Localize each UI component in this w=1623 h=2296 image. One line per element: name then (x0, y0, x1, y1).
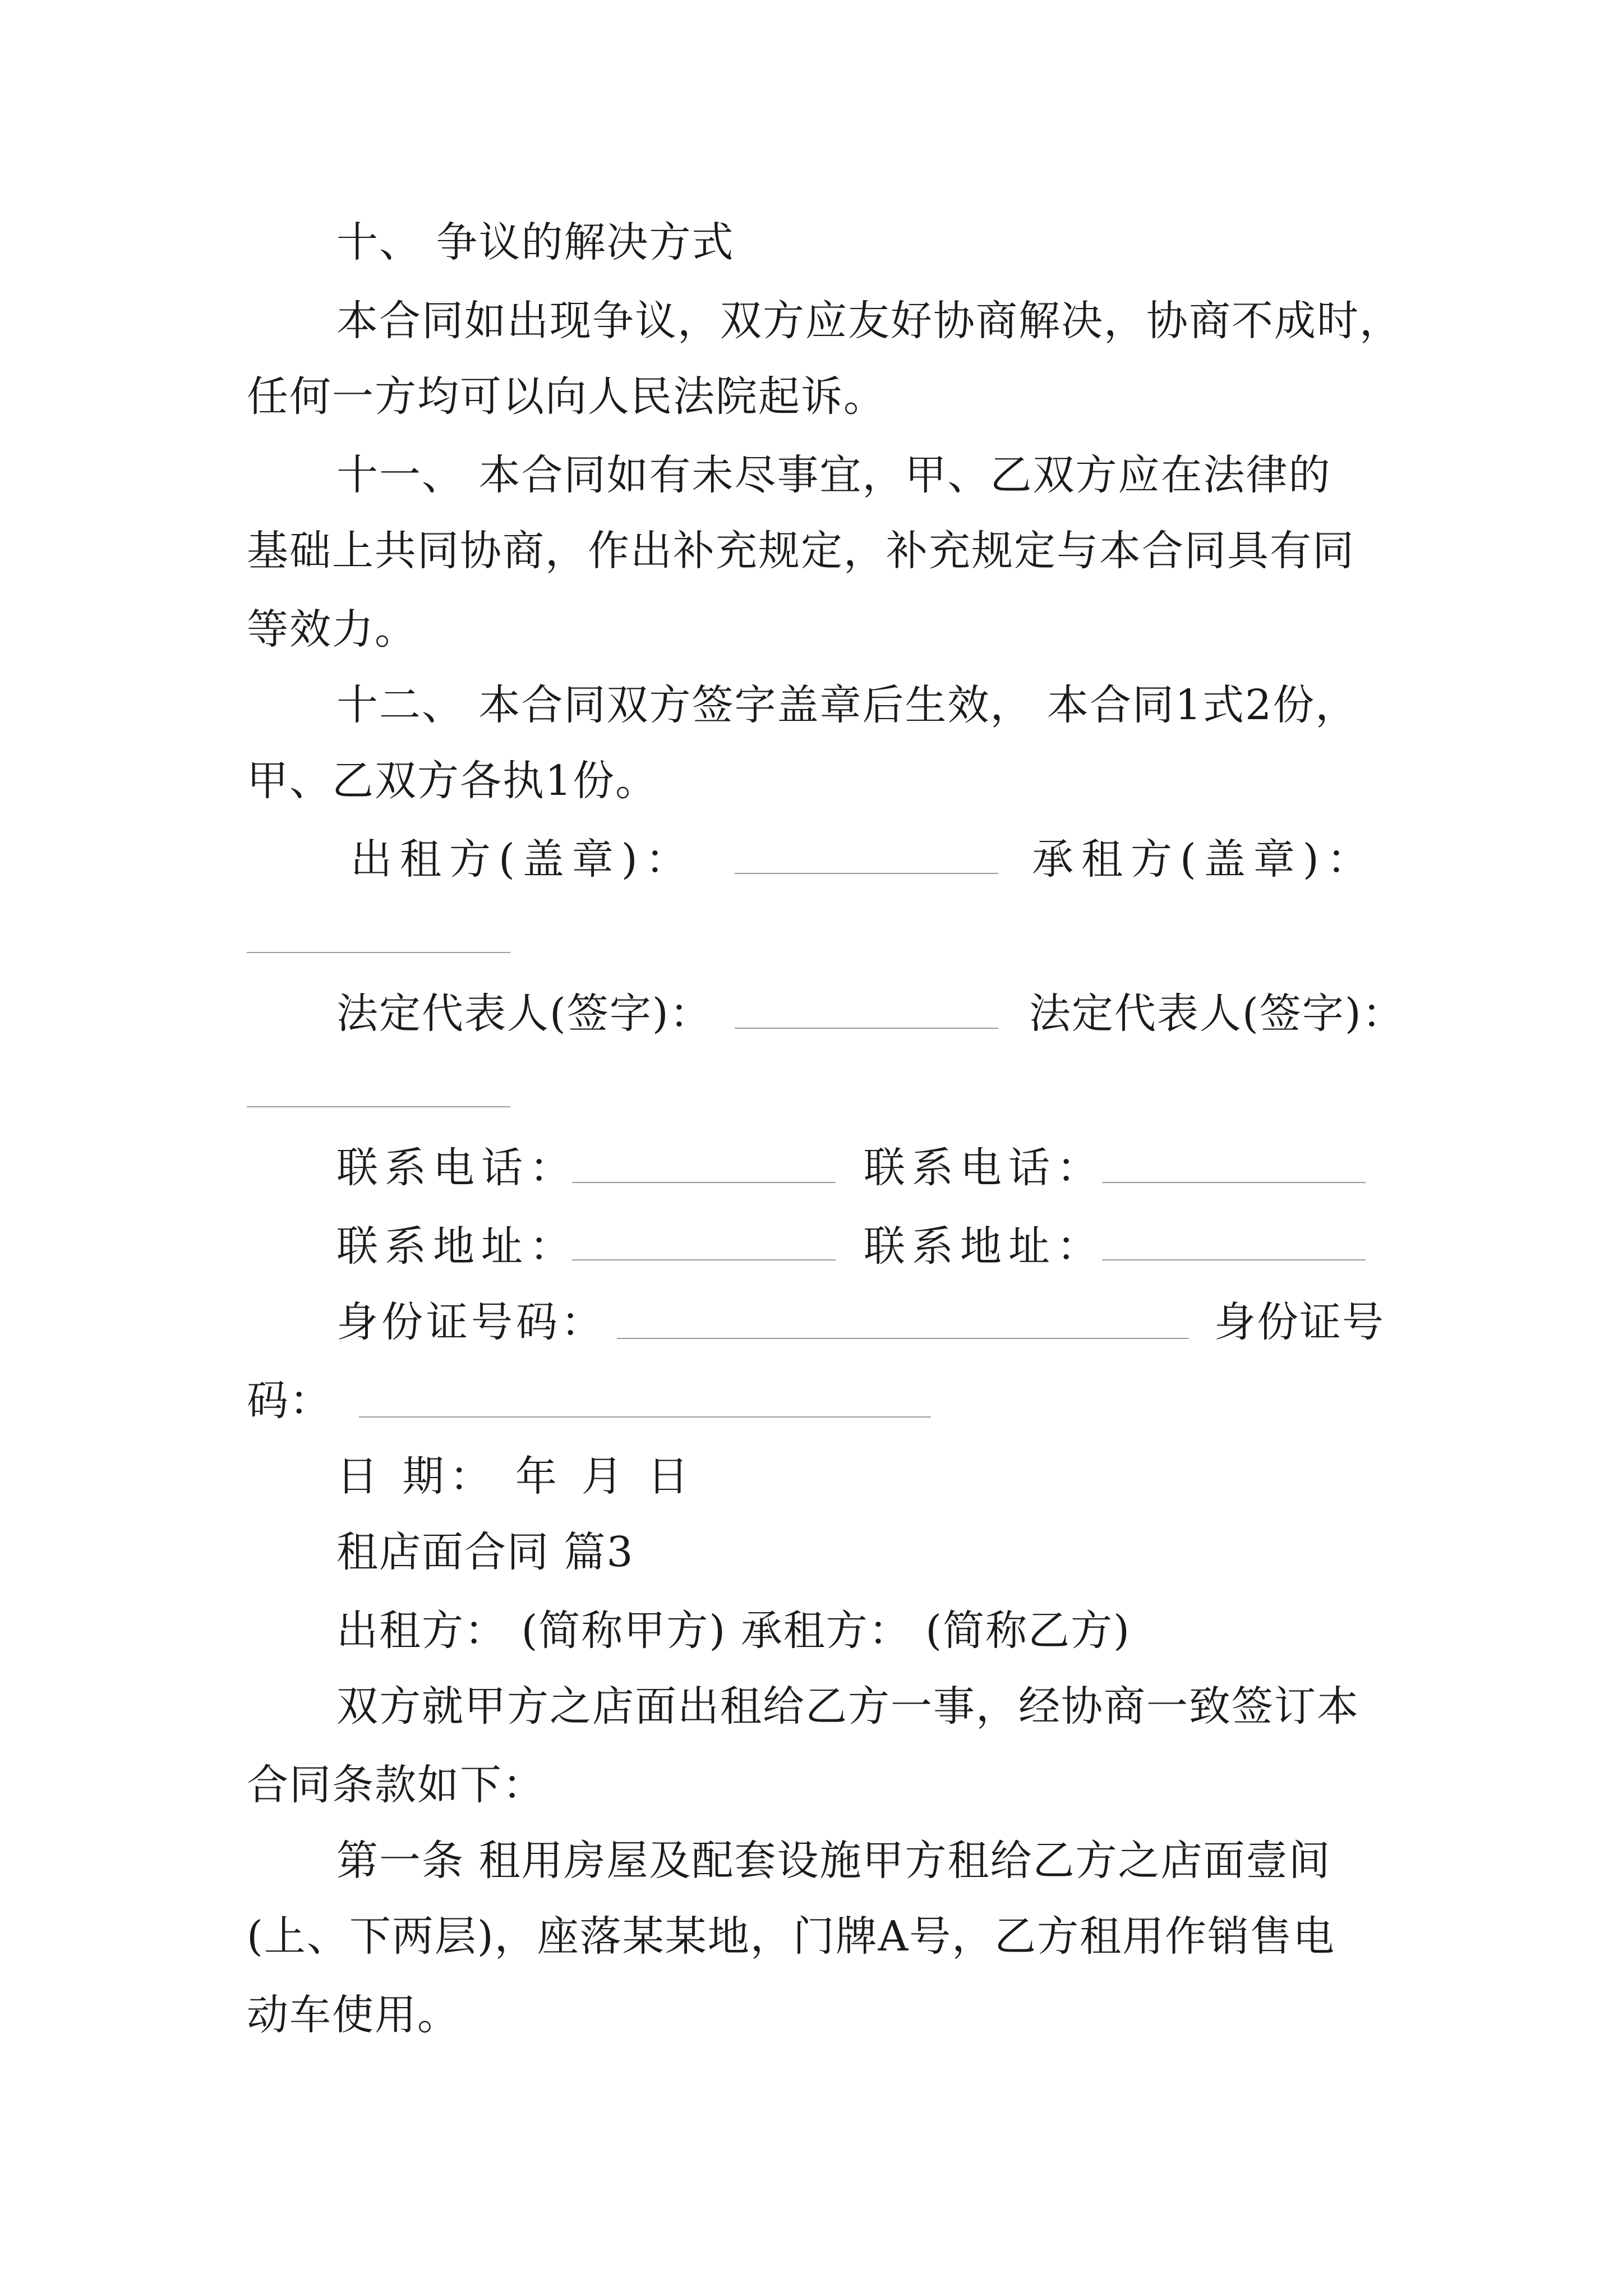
address-a-label: 联系地址： (336, 1222, 578, 1271)
lessor-seal-label: 出租方(盖章)： (351, 835, 695, 884)
section-title: 租店面合同 篇3 (336, 1528, 634, 1576)
id-number-a-label: 身份证号码： (336, 1298, 606, 1346)
section-12-line-1: 十二、 本合同双方签字盖章后生效， 本合同1式2份， (336, 681, 1358, 729)
section-10-title: 十、 争议的解决方式 (336, 218, 735, 266)
legal-rep-a-label: 法定代表人(签字)： (336, 990, 712, 1038)
phone-b-label: 联系电话： (864, 1144, 1105, 1192)
lessor-seal-blank (735, 873, 998, 874)
phone-a-label: 联系电话： (336, 1144, 578, 1192)
date-line: 日 期： 年 月 日 (336, 1452, 695, 1501)
article-1-line-3: 动车使用。 (247, 1991, 460, 2039)
id-number-a-blank (617, 1338, 1189, 1339)
section-11-line-3: 等效力。 (247, 605, 417, 654)
section-10-body-line-1: 本合同如出现争议，双方应友好协商解决，协商不成时， (336, 297, 1402, 345)
phone-a-blank (572, 1182, 836, 1183)
id-number-b-label-line-2: 码： (247, 1377, 332, 1425)
article-1-line-2: (上、下两层)，座落某某地，门牌A号，乙方租用作销售电 (247, 1912, 1336, 1961)
section-10-body-line-2: 任何一方均可以向人民法院起诉。 (247, 372, 886, 421)
section-11-line-1: 十一、 本合同如有未尽事宜，甲、乙双方应在法律的 (336, 451, 1331, 499)
address-a-blank (572, 1259, 836, 1260)
intro-line-1: 双方就甲方之店面出租给乙方一事，经协商一致签订本 (336, 1682, 1359, 1731)
intro-line-2: 合同条款如下： (247, 1761, 545, 1809)
lessee-seal-blank (247, 952, 510, 953)
id-number-b-blank (359, 1416, 931, 1418)
lessee-seal-label: 承租方(盖章)： (1032, 835, 1376, 884)
id-number-b-label-line-1: 身份证号 (1214, 1298, 1385, 1346)
address-b-label: 联系地址： (864, 1222, 1105, 1271)
legal-rep-b-blank (247, 1106, 510, 1107)
address-b-blank (1102, 1259, 1366, 1260)
legal-rep-b-label: 法定代表人(签字)： (1029, 990, 1405, 1038)
article-1-line-1: 第一条 租用房屋及配套设施甲方租给乙方之店面壹间 (336, 1837, 1331, 1885)
parties-line: 出租方： (简称甲方) 承租方： (简称乙方) (336, 1607, 1131, 1655)
section-11-line-2: 基础上共同协商，作出补充规定，补充规定与本合同具有同 (247, 527, 1355, 575)
legal-rep-a-blank (735, 1028, 998, 1029)
phone-b-blank (1102, 1182, 1366, 1183)
section-12-line-2: 甲、乙双方各执1份。 (247, 757, 658, 805)
